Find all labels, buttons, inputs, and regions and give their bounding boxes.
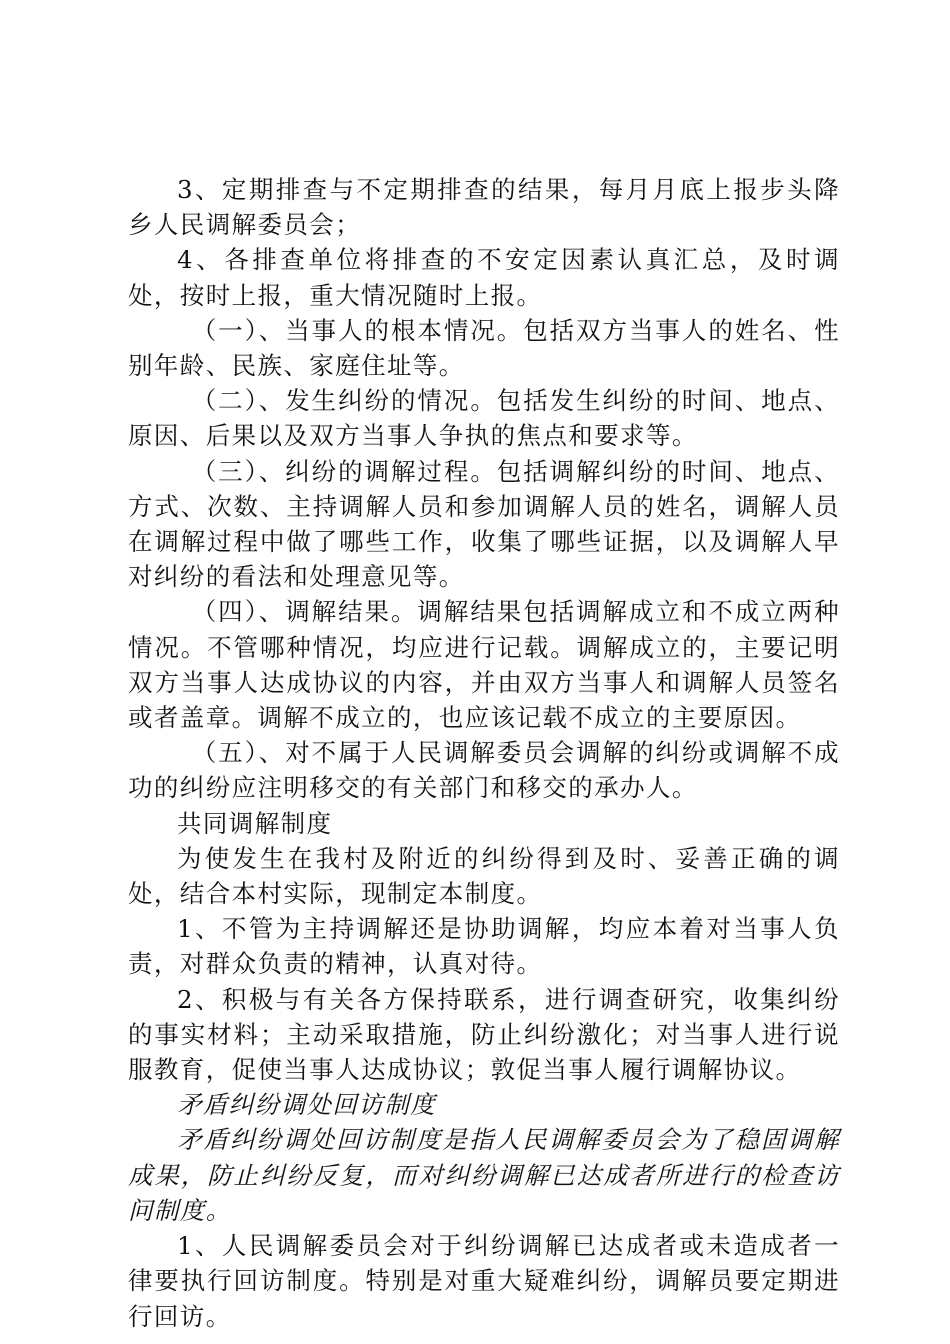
paragraph-section-3: （三）、纠纷的调解过程。包括调解纠纷的时间、地点、方式、次数、主持调解人员和参加调解人员的姓名，调解人员在调解过程中做了哪些工作，收集了哪些证据，以及调解人早对纠纷的看法和处理意见等。 bbox=[128, 456, 840, 592]
paragraph-section-2: （二）、发生纠纷的情况。包括发生纠纷的时间、地点、原因、后果以及双方当事人争执的焦点和要求等。 bbox=[128, 386, 840, 451]
paragraph-section-4: （四）、调解结果。调解结果包括调解成立和不成立两种情况。不管哪种情况，均应进行记载。调解成立的，主要记明双方当事人达成协议的内容，并由双方当事人和调解人员签名或者盖章。调解不成立的，也应该记载不成立的主要原因。 bbox=[128, 597, 840, 733]
paragraph-item-4: 4、各排查单位将排查的不安定因素认真汇总，及时调处，按时上报，重大情况随时上报。 bbox=[128, 245, 840, 310]
paragraph-follow-up-intro: 矛盾纠纷调处回访制度是指人民调解委员会为了稳固调解成果，防止纠纷反复，而对纠纷调解已达成者所进行的检查访问制度。 bbox=[128, 1125, 840, 1225]
paragraph-item-3: 3、定期排查与不定期排查的结果，每月月底上报步头降乡人民调解委员会； bbox=[128, 175, 840, 240]
paragraph-follow-up-item-1: 1、人民调解委员会对于纠纷调解已达成者或未造成者一律要执行回访制度。特别是对重大疑难纠纷，调解员要定期进行回访。 bbox=[128, 1231, 840, 1331]
heading-joint-mediation: 共同调解制度 bbox=[177, 808, 333, 838]
paragraph-joint-intro: 为使发生在我村及附近的纠纷得到及时、妥善正确的调处，结合本村实际，现制定本制度。 bbox=[128, 843, 840, 909]
document-body bbox=[128, 172, 840, 1334]
paragraph-section-1: （一）、当事人的根本情况。包括双方当事人的姓名、性别年龄、民族、家庭住址等。 bbox=[128, 315, 840, 381]
paragraph-section-5: （五）、对不属于人民调解委员会调解的纠纷或调解不成功的纠纷应注明移交的有关部门和移交的承办人。 bbox=[128, 738, 840, 803]
paragraph-joint-item-2: 2、积极与有关各方保持联系，进行调查研究，收集纠纷的事实材料；主动采取措施，防止纠纷激化；对当事人进行说服教育，促使当事人达成协议；敦促当事人履行调解协议。 bbox=[128, 984, 840, 1085]
heading-follow-up-system: 矛盾纠纷调处回访制度 bbox=[177, 1090, 436, 1120]
paragraph-joint-item-1: 1、不管为主持调解还是协助调解，均应本着对当事人负责，对群众负责的精神，认真对待。 bbox=[128, 914, 840, 979]
